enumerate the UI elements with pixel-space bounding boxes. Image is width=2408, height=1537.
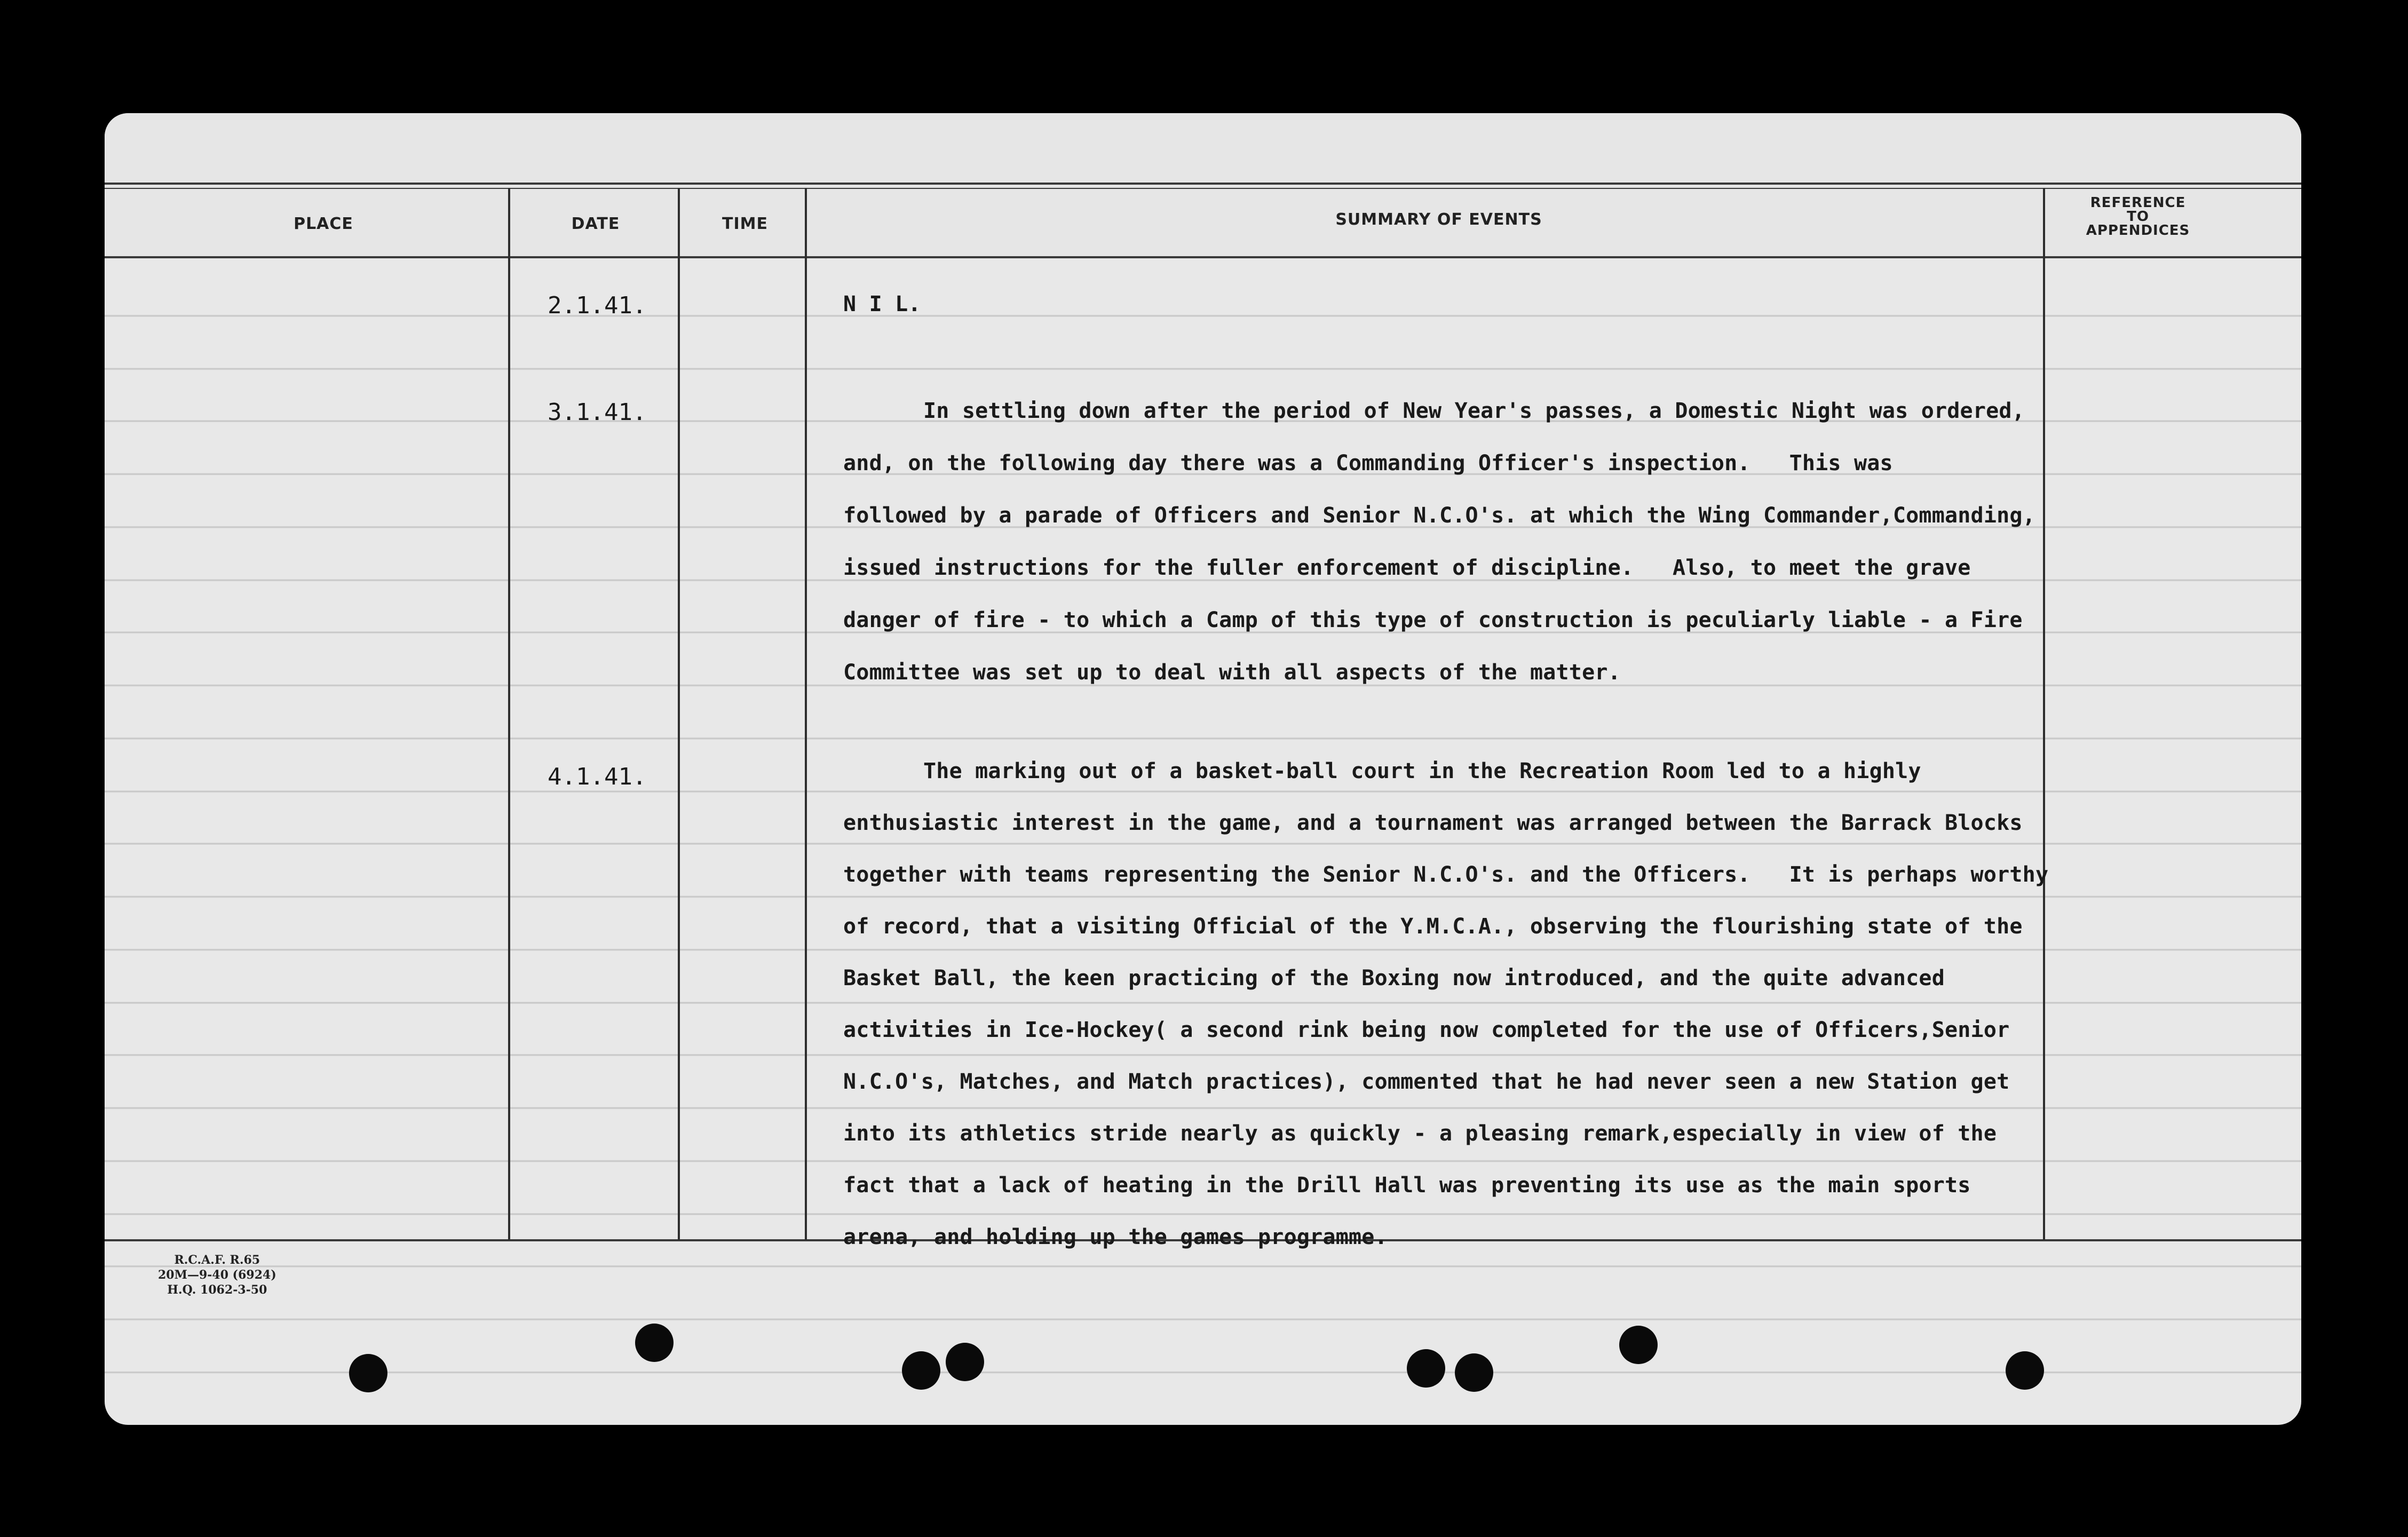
entry-line: of record, that a visiting Official of the Y.M.C.A., observing the flourishing state of the bbox=[843, 914, 2023, 939]
entry-line: activities in Ice-Hockey( a second rink being now completed for the use of Officers,Senior bbox=[843, 1018, 2010, 1042]
entry-date: 4.1.41. bbox=[548, 763, 647, 790]
entry-date: 2.1.41. bbox=[548, 292, 647, 319]
entry-line: arena, and holding up the games programme. bbox=[843, 1225, 1388, 1249]
entry-line: followed by a parade of Officers and Senior N.C.O's. at which the Wing Commander,Commanding, bbox=[843, 503, 2035, 528]
header-top-rule-2 bbox=[105, 188, 2301, 189]
form-id-line3: H.Q. 1062-3-50 bbox=[167, 1283, 267, 1297]
form-identifier bbox=[158, 1253, 276, 1297]
entry-line: fact that a lack of heating in the Drill Hall was preventing its use as the main sports bbox=[843, 1173, 1971, 1198]
header-top-rule bbox=[105, 183, 2301, 185]
punch-hole bbox=[1619, 1326, 1658, 1364]
entry-line: into its athletics stride nearly as quickly - a pleasing remark,especially in view of the bbox=[843, 1121, 1997, 1146]
header-date: DATE bbox=[571, 215, 620, 233]
col-sep-summary bbox=[2043, 188, 2045, 1240]
punch-hole bbox=[946, 1343, 984, 1381]
header-reference bbox=[2058, 196, 2218, 237]
header-time: TIME bbox=[722, 215, 768, 233]
punch-hole bbox=[635, 1324, 674, 1362]
header-bottom-rule bbox=[105, 256, 2301, 258]
header-place: PLACE bbox=[294, 215, 353, 233]
punch-hole bbox=[349, 1354, 387, 1392]
entry-line: together with teams representing the Senior N.C.O's. and the Officers. It is perhaps worthy bbox=[843, 862, 2049, 887]
entry-line: N I L. bbox=[843, 292, 921, 316]
punch-hole bbox=[1407, 1349, 1445, 1388]
entry-line: enthusiastic interest in the game, and a tournament was arranged between the Barrack Blocks bbox=[843, 811, 2023, 835]
entry-line: The marking out of a basket-ball court in the Recreation Room led to a highly bbox=[923, 759, 1921, 783]
header-reference-line3: APPENDICES bbox=[2086, 223, 2190, 239]
entry-line: and, on the following day there was a Commanding Officer's inspection. This was bbox=[843, 451, 1893, 476]
col-sep-place bbox=[508, 188, 510, 1240]
entry-line: issued instructions for the fuller enforcement of discipline. Also, to meet the grave bbox=[843, 556, 1971, 580]
form-id-line1: R.C.A.F. R.65 bbox=[174, 1253, 260, 1267]
header-reference-line2: TO bbox=[2127, 209, 2149, 225]
header-summary: SUMMARY OF EVENTS bbox=[1335, 210, 1542, 229]
punch-hole bbox=[1455, 1353, 1493, 1392]
col-sep-date bbox=[678, 188, 680, 1240]
header-reference-line1: REFERENCE bbox=[2090, 195, 2186, 211]
entry-line: Committee was set up to deal with all aspects of the matter. bbox=[843, 660, 1621, 685]
entry-line: danger of fire - to which a Camp of this type of construction is peculiarly liable - a Fire bbox=[843, 608, 2023, 632]
entry-line: N.C.O's, Matches, and Match practices), commented that he had never seen a new Station get bbox=[843, 1069, 2010, 1094]
punch-hole bbox=[902, 1351, 940, 1390]
war-diary-card bbox=[105, 113, 2301, 1425]
entry-line: Basket Ball, the keen practicing of the Boxing now introduced, and the quite advanced bbox=[843, 966, 1945, 991]
punch-hole bbox=[2006, 1351, 2044, 1390]
form-id-line2: 20M—9-40 (6924) bbox=[158, 1268, 276, 1282]
entry-line: In settling down after the period of New Year's passes, a Domestic Night was ordered, bbox=[923, 399, 2025, 423]
entry-date: 3.1.41. bbox=[548, 399, 647, 426]
header-band bbox=[105, 113, 2301, 257]
col-sep-time bbox=[805, 188, 807, 1240]
